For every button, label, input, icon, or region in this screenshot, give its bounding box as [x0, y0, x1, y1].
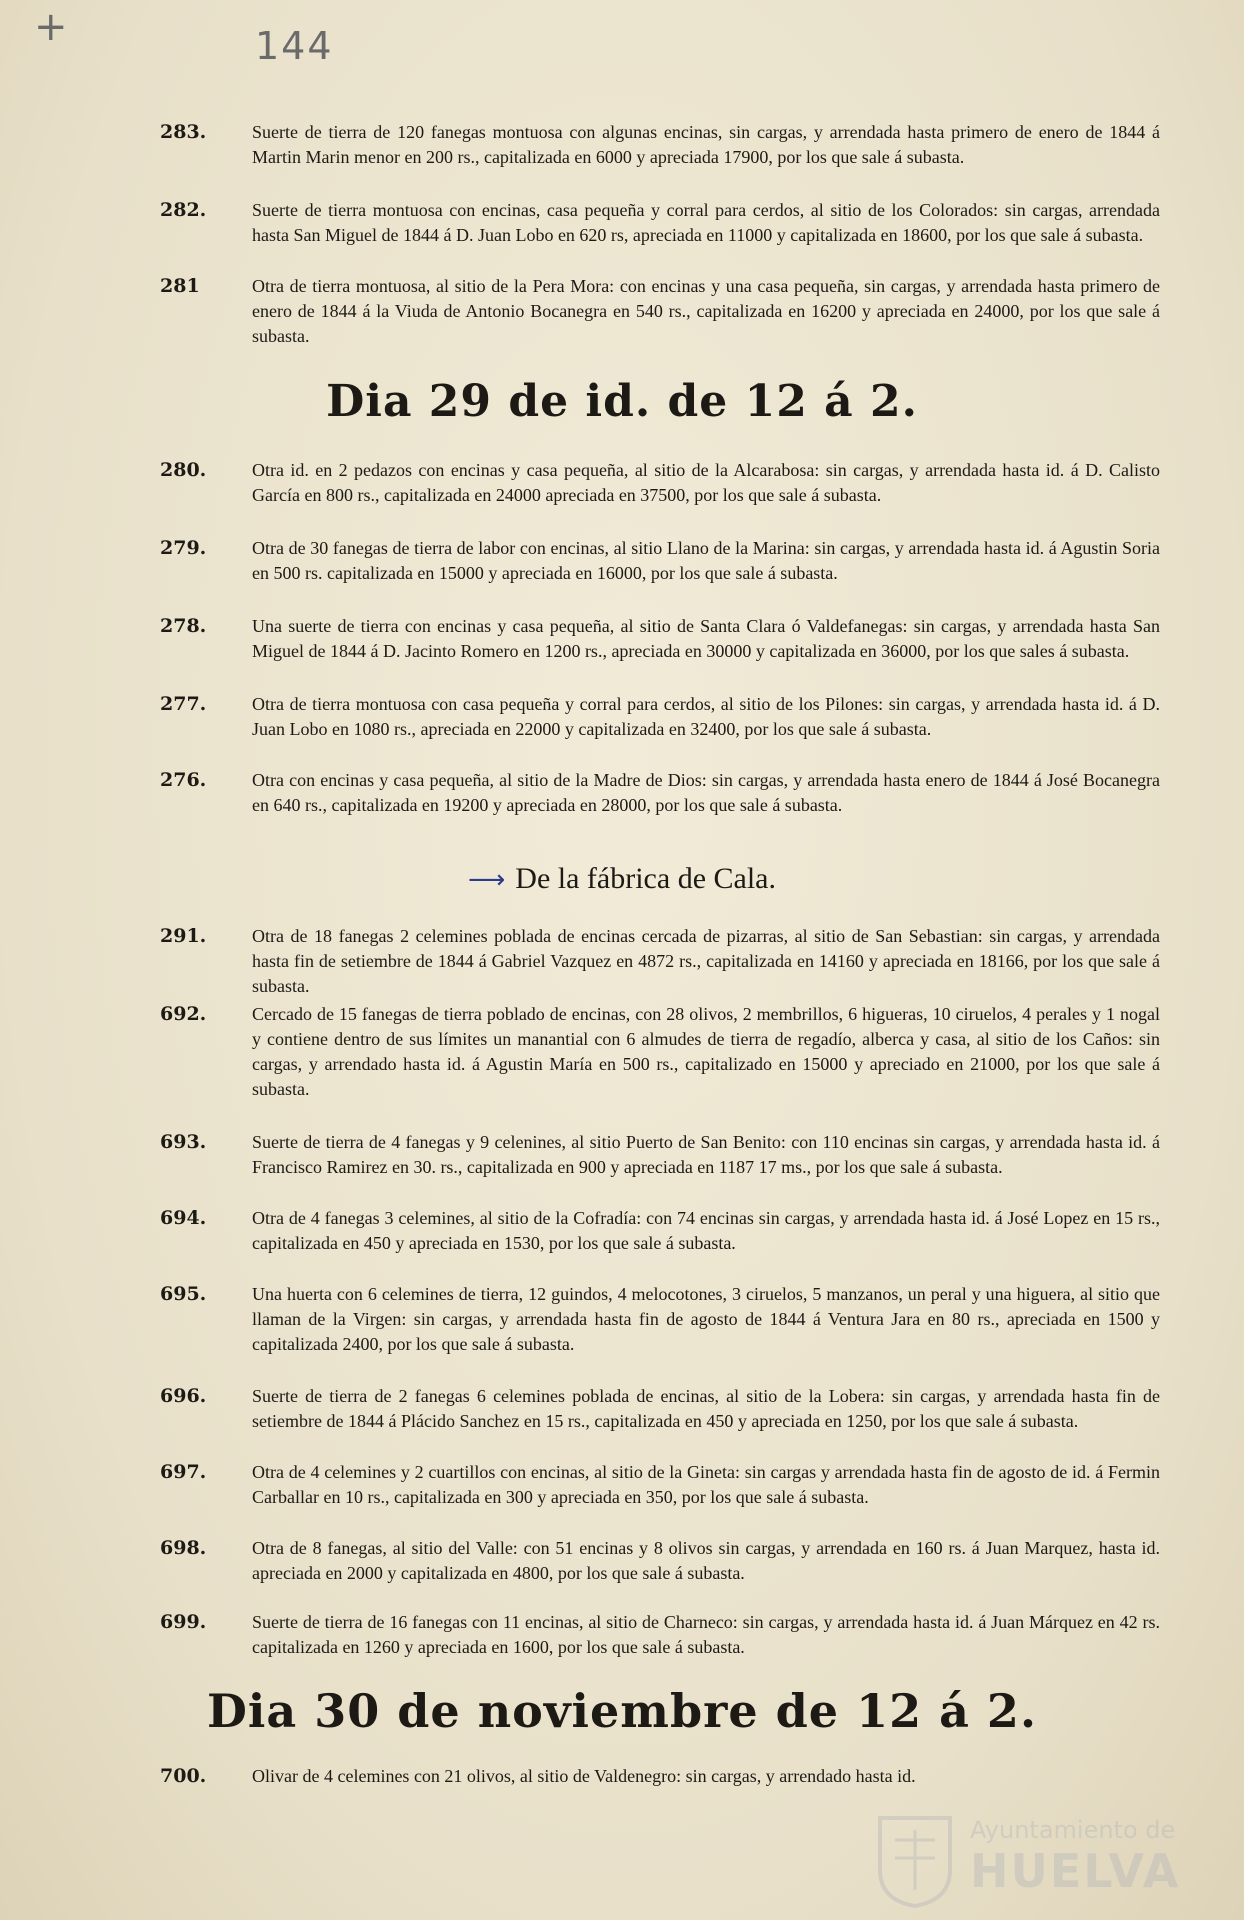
lot-number: 291. [160, 925, 207, 947]
city-seal-icon [870, 1810, 960, 1910]
handwritten-plus-mark: + [34, 4, 70, 50]
lot-number: 699. [160, 1611, 207, 1633]
lot-entry [160, 1536, 1160, 1586]
lot-description: Otra de 4 fanegas 3 celemines, al sitio de la Cofradía: con 74 encinas sin cargas, y arrendada hasta id. á José Lopez en 15 rs., capitalizada en 450 y apreciada en 1530, por los que sale á subasta. [252, 1208, 1160, 1253]
lot-entry [160, 274, 1160, 349]
date-heading: Dia 30 de noviembre de 12 á 2. [207, 1684, 1037, 1738]
handwritten-arrow-icon: ⟶ [468, 865, 506, 895]
lot-description: Suerte de tierra de 2 fanegas 6 celemines poblada de encinas, al sitio de la Lobera: sin cargas, y arrendada hasta fin de setiembre de 1844 á Plácido Sanchez en 15 rs., capitalizada en 450 y apreciada en 1250, por los que sale á subasta. [252, 1386, 1160, 1431]
lot-description: Suerte de tierra de 16 fanegas con 11 encinas, al sitio de Charneco: sin cargas, y arrendada hasta id. á Juan Márquez en 42 rs. capitalizada en 1260 y apreciada en 1600, por los que sale á subasta. [252, 1612, 1160, 1657]
lot-description: Otra de 30 fanegas de tierra de labor con encinas, al sitio Llano de la Marina: sin cargas, y arrendada hasta id. á Agustin Soria en 500 rs. capitalizada en 15000 y apreciada en 16000, por los que sale á subasta. [252, 538, 1160, 583]
lot-description: Otra con encinas y casa pequeña, al sitio de la Madre de Dios: sin cargas, y arrendada hasta enero de 1844 á José Bocanegra en 640 rs., capitalizada en 19200 y apreciada en 28000, por los que sale á subasta. [252, 770, 1160, 815]
lot-number: 281 [160, 275, 200, 297]
lot-entry [160, 1130, 1160, 1180]
lot-number: 693. [160, 1131, 207, 1153]
lot-number: 695. [160, 1283, 207, 1305]
lot-number: 697. [160, 1461, 207, 1483]
watermark-line2: HUELVA [970, 1844, 1181, 1898]
lot-entry [160, 768, 1160, 818]
lot-number: 696. [160, 1385, 207, 1407]
section-subheading [0, 862, 1244, 896]
lot-description: Suerte de tierra de 4 fanegas y 9 celenines, al sitio Puerto de San Benito: con 110 encinas sin cargas, y arrendada hasta id. á Francisco Ramirez en 30. rs., capitalizada en 900 y apreciada en 1187 17 ms., por los que sale á subasta. [252, 1132, 1160, 1177]
lot-description: Una huerta con 6 celemines de tierra, 12 guindos, 4 melocotones, 3 ciruelos, 5 manzanos, un peral y una higuera, al sitio que llaman de la Virgen: sin cargas, y arrendada hasta fin de agosto de 1844 á Ventura Jara en 80 rs., apreciada en 1500 y capitalizada 2400, por los que sale á subasta. [252, 1284, 1160, 1354]
lot-description: Suerte de tierra montuosa con encinas, casa pequeña y corral para cerdos, al sitio de los Colorados: sin cargas, arrendada hasta San Miguel de 1844 á D. Juan Lobo en 620 rs, apreciada en 11000 y capitalizada en 18600, por los que sale á subasta. [252, 200, 1160, 245]
lot-entry [160, 614, 1160, 664]
lot-description: Otra de 4 celemines y 2 cuartillos con encinas, al sitio de la Gineta: sin cargas y arrendada hasta fin de agosto de id. á Fermin Carballar en 10 rs., capitalizada en 300 y apreciada en 350, por los que sale á subasta. [252, 1462, 1160, 1507]
watermark-line1: Ayuntamiento de [970, 1816, 1176, 1844]
lot-entry [160, 1206, 1160, 1256]
lot-entry [160, 1460, 1160, 1510]
lot-number: 278. [160, 615, 207, 637]
lot-number: 692. [160, 1003, 207, 1025]
archive-watermark [860, 1810, 1220, 1910]
lot-description: Otra id. en 2 pedazos con encinas y casa pequeña, al sitio de la Alcarabosa: sin cargas, y arrendada hasta id. á D. Calisto García en 800 rs., capitalizada en 24000 apreciada en 37500, por los que sale á subasta. [252, 460, 1160, 505]
lot-description: Otra de 8 fanegas, al sitio del Valle: con 51 encinas y 8 olivos sin cargas, y arrendada en 160 rs. á Juan Marquez, hasta id. apreciada en 2000 y capitalizada en 4800, por los que sale á subasta. [252, 1538, 1160, 1583]
lot-entry [160, 924, 1160, 999]
lot-number: 276. [160, 769, 207, 791]
lot-description: Otra de 18 fanegas 2 celemines poblada de encinas cercada de pizarras, al sitio de San Sebastian: sin cargas, y arrendada hasta fin de setiembre de 1844 á Gabriel Vazquez en 4872 rs., capitalizada en 14160 y apreciada en 18166, por los que sale á subasta. [252, 926, 1160, 996]
lot-description: Una suerte de tierra con encinas y casa pequeña, al sitio de Santa Clara ó Valdefanegas: sin cargas, y arrendada hasta San Miguel de 1844 á D. Jacinto Romero en 1200 rs., apreciada en 30000 y capitalizada en 36000, por los que sales á subasta. [252, 616, 1160, 661]
lot-number: 277. [160, 693, 207, 715]
lot-number: 694. [160, 1207, 207, 1229]
lot-number: 700. [160, 1765, 207, 1787]
lot-description: Otra de tierra montuosa con casa pequeña y corral para cerdos, al sitio de los Pilones: sin cargas, y arrendada hasta id. á D. Juan Lobo en 1080 rs., apreciada en 22000 y capitalizada en 32400, por los que sale á subasta. [252, 694, 1160, 739]
date-heading: Dia 29 de id. de 12 á 2. [326, 376, 918, 427]
lot-number: 279. [160, 537, 207, 559]
lot-number: 280. [160, 459, 207, 481]
lot-entry [160, 1384, 1160, 1434]
lot-entry [160, 1282, 1160, 1357]
lot-entry [160, 692, 1160, 742]
lot-description: Cercado de 15 fanegas de tierra poblado de encinas, con 28 olivos, 2 membrillos, 6 higueras, 10 ciruelos, 4 perales y 1 nogal y contiene dentro de sus límites un manantial con 6 almudes de tierra de regadío, alberca y casa, al sitio de los Caños: sin cargas, y arrendado hasta id. á Agustin María en 500 rs., capitalizado en 15000 y apreciado en 21000, por los que sale á subasta. [252, 1004, 1160, 1099]
lot-entry [160, 1002, 1160, 1102]
lot-description: Otra de tierra montuosa, al sitio de la Pera Mora: con encinas y una casa pequeña, sin cargas, y arrendada hasta primero de enero de 1844 á la Viuda de Antonio Bocanegra en 540 rs., capitalizada en 16200 y apreciada en 24000, por los que sale á subasta. [252, 276, 1160, 346]
handwritten-page-number: 144 [255, 24, 334, 68]
lot-number: 698. [160, 1537, 207, 1559]
lot-description: Olivar de 4 celemines con 21 olivos, al sitio de Valdenegro: sin cargas, y arrendado hasta id. [252, 1766, 916, 1786]
lot-number: 283. [160, 121, 207, 143]
lot-description: Suerte de tierra de 120 fanegas montuosa con algunas encinas, sin cargas, y arrendada hasta primero de enero de 1844 á Martin Marin menor en 200 rs., capitalizada en 6000 y apreciada 17900, por los que sale á subasta. [252, 122, 1160, 167]
lot-entry [160, 458, 1160, 508]
lot-entry [160, 536, 1160, 586]
lot-number: 282. [160, 199, 207, 221]
lot-entry [160, 1610, 1160, 1660]
subheading-text: De la fábrica de Cala. [515, 862, 776, 895]
lot-entry [160, 1764, 1160, 1789]
lot-entry [160, 198, 1160, 248]
lot-entry [160, 120, 1160, 170]
